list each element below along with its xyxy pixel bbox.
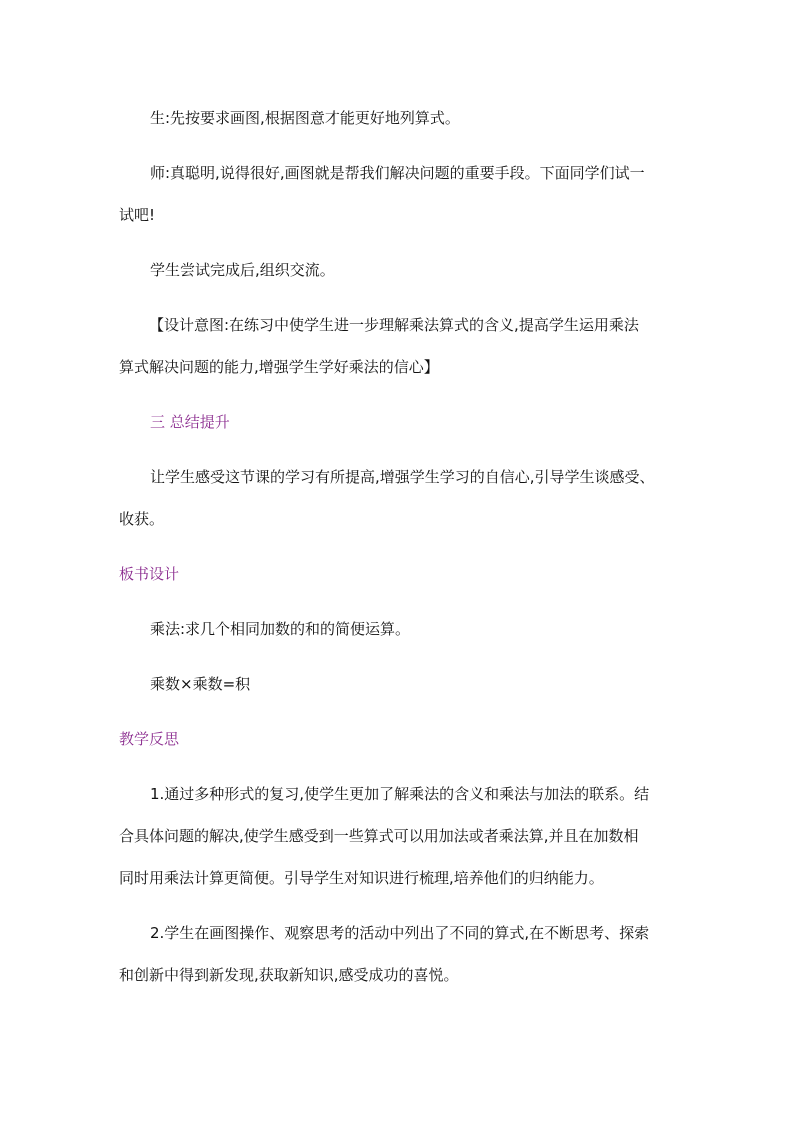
paragraph-summary-line-1: 让学生感受这节课的学习有所提高,增强学生学习的自信心,引导学生谈感受、	[150, 468, 655, 486]
paragraph-design-intent-line-2: 算式解决问题的能力,增强学生学好乘法的信心】	[119, 358, 439, 376]
paragraph-design-intent-line-1: 【设计意图:在练习中使学生进一步理解乘法算式的含义,提高学生运用乘法	[149, 316, 639, 334]
paragraph-reflection-1-line-1: 1.通过多种形式的复习,使学生更加了解乘法的含义和乘法与加法的联系。结	[150, 785, 650, 803]
heading-board-design: 板书设计	[119, 565, 180, 583]
paragraph-reflection-2-line-2: 和创新中得到新发现,获取新知识,感受成功的喜悦。	[119, 966, 459, 984]
paragraph-teacher-line-2: 试吧!	[119, 206, 156, 224]
paragraph-student-try: 学生尝试完成后,组织交流。	[150, 261, 335, 279]
heading-teaching-reflection: 教学反思	[119, 730, 180, 748]
heading-summary: 三 总结提升	[150, 413, 230, 431]
paragraph-multiplication-formula: 乘数×乘数=积	[150, 675, 251, 693]
paragraph-summary-line-2: 收获。	[119, 510, 165, 528]
paragraph-student-answer: 生:先按要求画图,根据图意才能更好地列算式。	[150, 109, 460, 127]
paragraph-multiplication-definition: 乘法:求几个相同加数的和的简便运算。	[150, 620, 411, 638]
paragraph-reflection-2-line-1: 2.学生在画图操作、观察思考的活动中列出了不同的算式,在不断思考、探索	[150, 924, 650, 942]
paragraph-teacher-line-1: 师:真聪明,说得很好,画图就是帮我们解决问题的重要手段。下面同学们试一	[150, 164, 645, 182]
paragraph-reflection-1-line-3: 同时用乘法计算更简便。引导学生对知识进行梳理,培养他们的归纳能力。	[119, 869, 604, 887]
paragraph-reflection-1-line-2: 合具体问题的解决,使学生感受到一些算式可以用加法或者乘法算,并且在加数相	[119, 827, 639, 845]
